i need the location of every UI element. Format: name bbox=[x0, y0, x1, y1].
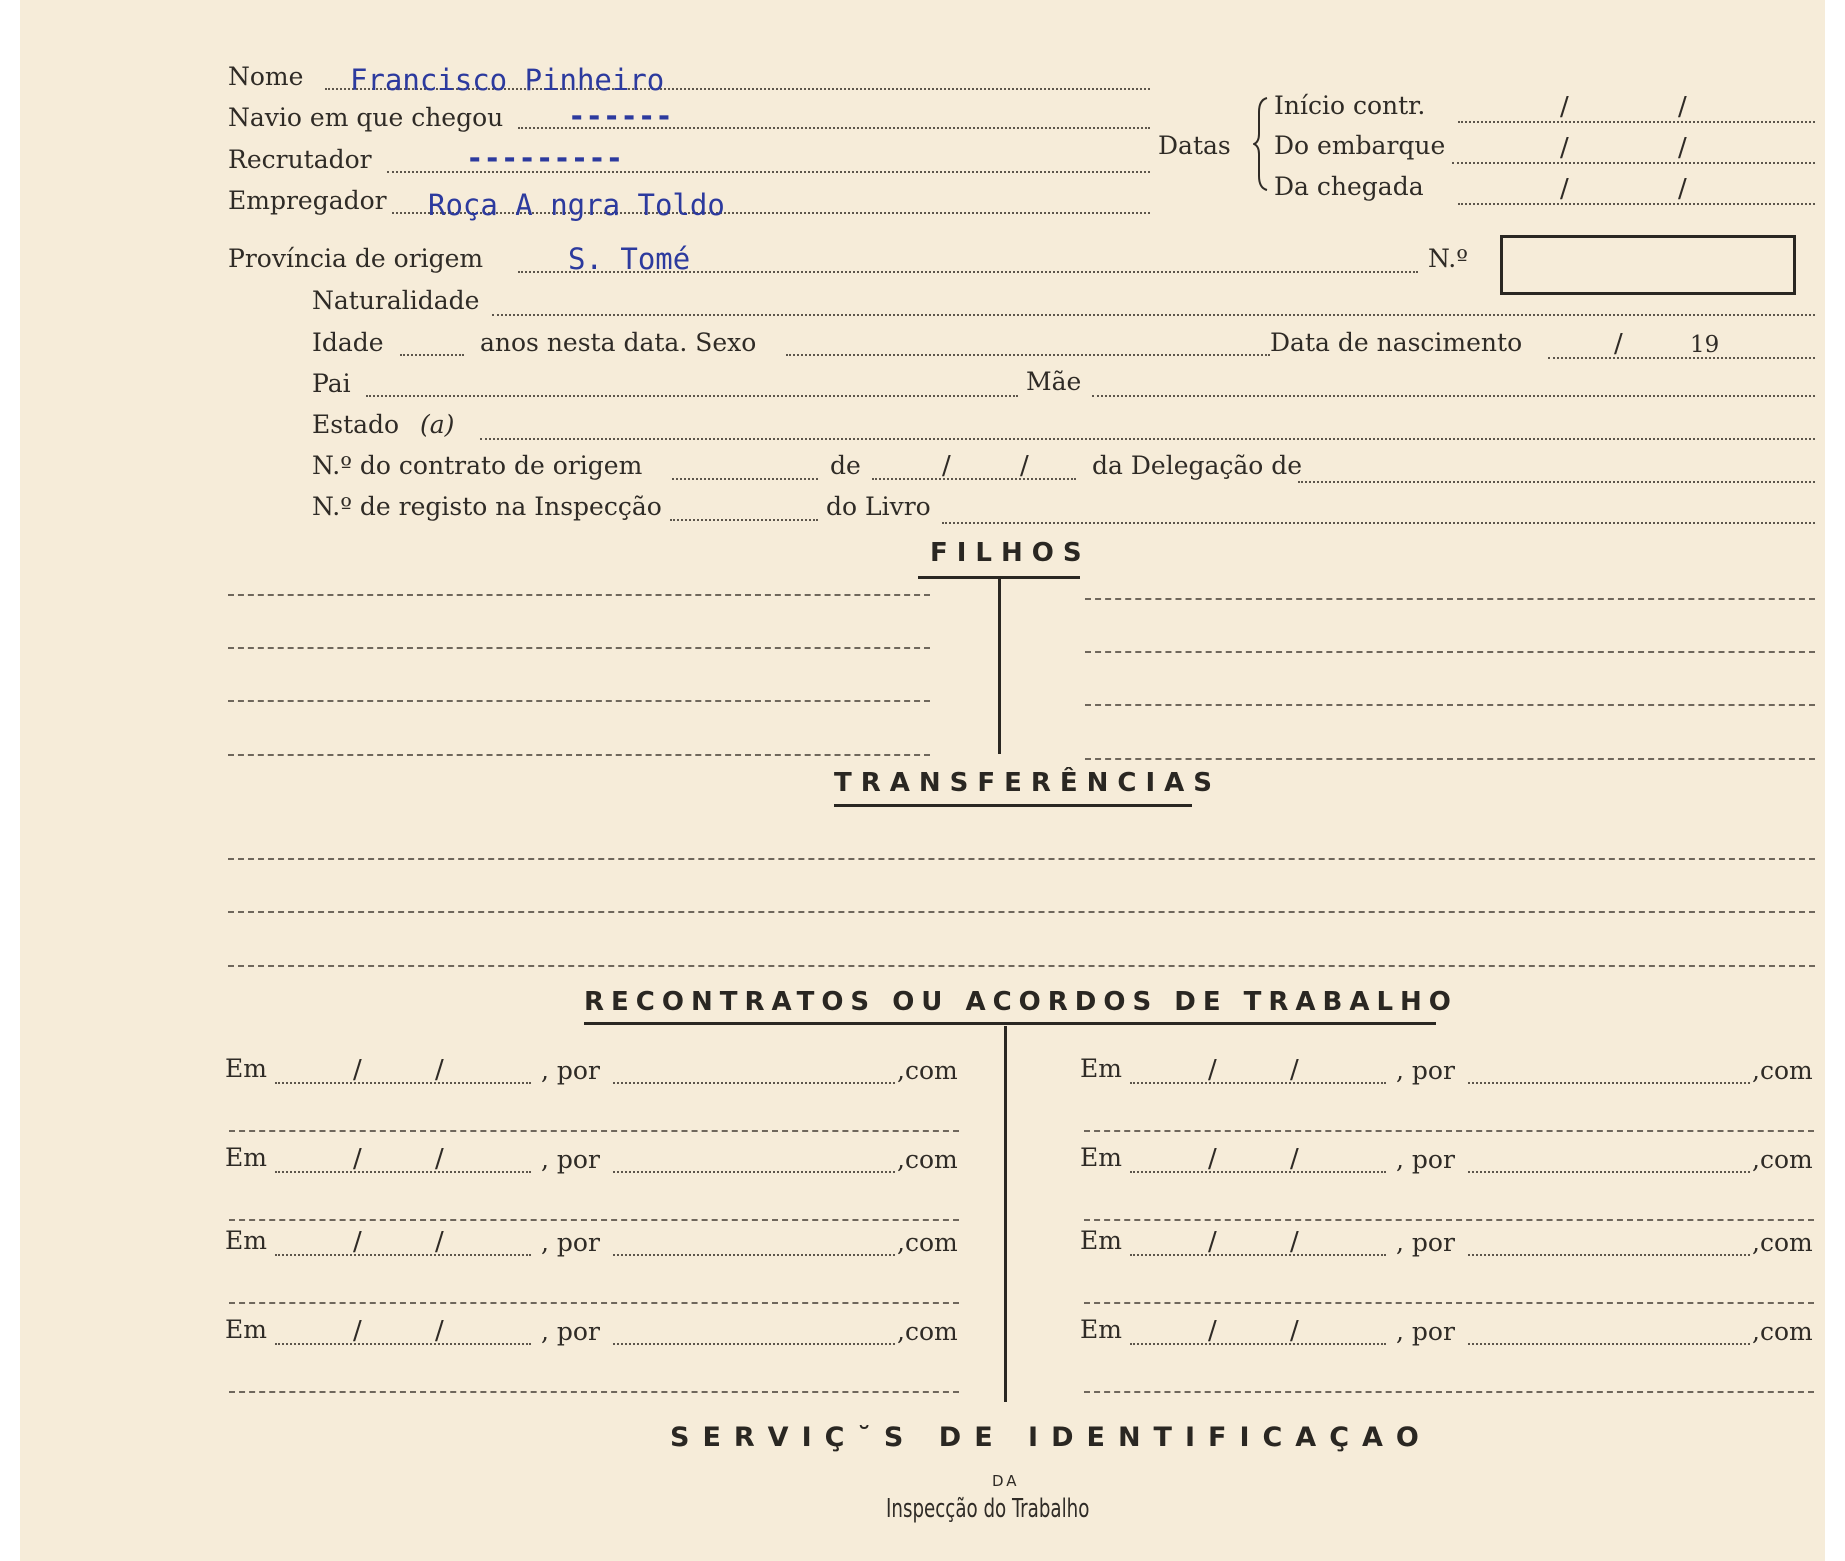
recontrato-date-line-right-4 bbox=[1130, 1343, 1386, 1345]
recrutador-label: Recrutador bbox=[228, 145, 372, 174]
recontrato-second-line-right-1 bbox=[1084, 1130, 1814, 1132]
recontrato-em-label-right-2: Em bbox=[1080, 1143, 1122, 1172]
recontrato-por-label-left-2: , por bbox=[541, 1145, 600, 1174]
registo-label: N.º de registo na Inspecção bbox=[312, 492, 662, 521]
idade-line bbox=[400, 354, 464, 356]
recontrato-por-line-left-1 bbox=[613, 1082, 895, 1084]
livro-line bbox=[942, 522, 1815, 524]
recontrato-com-label-left-4: ,com bbox=[897, 1317, 958, 1346]
navio-value: ------ bbox=[568, 99, 673, 133]
recontrato-slash-2-left-1: / bbox=[435, 1055, 444, 1085]
recontrato-por-line-right-4 bbox=[1468, 1343, 1750, 1345]
recontrato-por-label-right-2: , por bbox=[1396, 1145, 1455, 1174]
recontrato-em-label-left-1: Em bbox=[225, 1054, 267, 1083]
transferencias-line-2 bbox=[228, 911, 1815, 913]
filhos-right-line-2 bbox=[1085, 651, 1815, 653]
recontrato-second-line-left-4 bbox=[229, 1391, 959, 1393]
recontrato-slash-1-right-1: / bbox=[1208, 1055, 1217, 1085]
filhos-right-line-3 bbox=[1085, 704, 1815, 706]
anos-sexo-label: anos nesta data. Sexo bbox=[480, 328, 757, 357]
recrutador-value: --------- bbox=[466, 141, 624, 175]
delegacao-label: da Delegação de bbox=[1092, 451, 1303, 480]
pai-label: Pai bbox=[312, 369, 351, 398]
filhos-heading: FILHOS bbox=[930, 538, 1091, 568]
recontrato-second-line-left-2 bbox=[229, 1219, 959, 1221]
recontrato-slash-1-left-1: / bbox=[353, 1055, 362, 1085]
recontrato-por-label-left-4: , por bbox=[541, 1317, 600, 1346]
recontrato-por-line-right-3 bbox=[1468, 1254, 1750, 1256]
recontrato-second-line-right-3 bbox=[1084, 1302, 1814, 1304]
recontrato-slash-2-left-2: / bbox=[435, 1144, 444, 1174]
recontratos-heading: RECONTRATOS OU ACORDOS DE TRABALHO bbox=[584, 987, 1458, 1017]
datas-brace bbox=[1253, 96, 1271, 192]
recontrato-por-line-right-2 bbox=[1468, 1171, 1750, 1173]
contrato-date-line bbox=[872, 478, 1076, 480]
recontrato-slash-2-left-4: / bbox=[435, 1316, 444, 1346]
chegada-line bbox=[1458, 203, 1815, 205]
idade-label: Idade bbox=[312, 328, 384, 357]
recontrato-por-line-left-3 bbox=[613, 1254, 895, 1256]
transferencias-underline bbox=[834, 804, 1192, 807]
chegada-label: Da chegada bbox=[1274, 172, 1424, 201]
mae-label: Mãe bbox=[1026, 367, 1082, 396]
recontrato-por-label-left-1: , por bbox=[541, 1056, 600, 1085]
recontrato-por-line-right-1 bbox=[1468, 1082, 1750, 1084]
recontrato-date-line-right-2 bbox=[1130, 1171, 1386, 1173]
delegacao-line bbox=[1298, 481, 1815, 483]
recontrato-em-label-right-1: Em bbox=[1080, 1054, 1122, 1083]
filhos-right-line-1 bbox=[1085, 598, 1815, 600]
nascimento-year-prefix: 19 bbox=[1690, 332, 1720, 358]
recontrato-com-label-right-4: ,com bbox=[1752, 1317, 1813, 1346]
estado-label: Estado bbox=[312, 410, 400, 439]
estado-line bbox=[480, 438, 1815, 440]
livro-label: do Livro bbox=[826, 492, 931, 521]
footer-inspeccao: Inspecção do Trabalho bbox=[886, 1494, 1090, 1524]
embarque-label: Do embarque bbox=[1274, 131, 1446, 160]
recontrato-em-label-left-3: Em bbox=[225, 1226, 267, 1255]
recontrato-date-line-left-2 bbox=[275, 1171, 531, 1173]
contrato-slash-2: / bbox=[1020, 451, 1029, 481]
recontrato-com-label-left-1: ,com bbox=[897, 1056, 958, 1085]
recontrato-em-label-left-2: Em bbox=[225, 1143, 267, 1172]
chegada-slash-1: / bbox=[1560, 174, 1569, 204]
recontrato-slash-1-left-4: / bbox=[353, 1316, 362, 1346]
empregador-value: Roça A ngra Toldo bbox=[428, 188, 725, 222]
inicio-label: Início contr. bbox=[1274, 91, 1426, 120]
recontrato-por-label-right-3: , por bbox=[1396, 1228, 1455, 1257]
inicio-slash-2: / bbox=[1678, 92, 1687, 122]
nascimento-line bbox=[1548, 357, 1815, 359]
recontrato-date-line-right-1 bbox=[1130, 1082, 1386, 1084]
recontrato-second-line-right-4 bbox=[1084, 1391, 1814, 1393]
transferencias-line-3 bbox=[228, 965, 1815, 967]
recontrato-em-label-right-4: Em bbox=[1080, 1315, 1122, 1344]
recontrato-slash-2-right-4: / bbox=[1290, 1316, 1299, 1346]
nascimento-label: Data de nascimento bbox=[1270, 328, 1523, 357]
recontrato-second-line-right-2 bbox=[1084, 1219, 1814, 1221]
recontratos-underline bbox=[584, 1022, 1436, 1025]
provincia-value: S. Tomé bbox=[568, 242, 691, 276]
inicio-slash-1: / bbox=[1560, 92, 1569, 122]
footer-da: DA bbox=[992, 1472, 1020, 1490]
nome-label: Nome bbox=[228, 62, 304, 91]
registo-line bbox=[670, 519, 818, 521]
pai-line bbox=[366, 395, 1018, 397]
servicos-heading: SERVIÇ˘S DE IDENTIFICAÇAO bbox=[670, 1422, 1432, 1453]
de-label: de bbox=[830, 451, 861, 480]
recontratos-divider bbox=[1004, 1026, 1007, 1402]
recontrato-slash-2-left-3: / bbox=[435, 1227, 444, 1257]
mae-line bbox=[1092, 395, 1815, 397]
recontrato-slash-2-right-2: / bbox=[1290, 1144, 1299, 1174]
recontrato-date-line-left-3 bbox=[275, 1254, 531, 1256]
nome-value: Francisco Pinheiro bbox=[350, 63, 665, 97]
transferencias-line-1 bbox=[228, 858, 1815, 860]
recontrato-por-label-right-1: , por bbox=[1396, 1056, 1455, 1085]
record-card bbox=[20, 0, 1825, 1561]
nascimento-slash: / bbox=[1614, 329, 1623, 359]
embarque-line bbox=[1452, 162, 1815, 164]
recontrato-por-label-left-3: , por bbox=[541, 1228, 600, 1257]
recontrato-com-label-left-3: ,com bbox=[897, 1228, 958, 1257]
inicio-line bbox=[1458, 121, 1815, 123]
filhos-divider bbox=[998, 578, 1001, 754]
sexo-line bbox=[786, 354, 1270, 356]
estado-note: (a) bbox=[420, 410, 455, 439]
chegada-slash-2: / bbox=[1678, 174, 1687, 204]
recontrato-date-line-left-4 bbox=[275, 1343, 531, 1345]
datas-label: Datas bbox=[1158, 131, 1231, 160]
recontrato-por-line-left-4 bbox=[613, 1343, 895, 1345]
recontrato-slash-1-right-2: / bbox=[1208, 1144, 1217, 1174]
navio-label: Navio em que chegou bbox=[228, 103, 504, 132]
contrato-slash-1: / bbox=[942, 451, 951, 481]
recontrato-date-line-right-3 bbox=[1130, 1254, 1386, 1256]
filhos-left-line-2 bbox=[228, 647, 930, 649]
recontrato-com-label-right-3: ,com bbox=[1752, 1228, 1813, 1257]
recontrato-em-label-right-3: Em bbox=[1080, 1226, 1122, 1255]
naturalidade-line bbox=[492, 314, 1815, 316]
filhos-left-line-3 bbox=[228, 700, 930, 702]
recontrato-com-label-right-2: ,com bbox=[1752, 1145, 1813, 1174]
numero-box bbox=[1500, 235, 1796, 295]
recontrato-em-label-left-4: Em bbox=[225, 1315, 267, 1344]
provincia-label: Província de origem bbox=[228, 244, 484, 273]
recontrato-slash-1-left-3: / bbox=[353, 1227, 362, 1257]
recontrato-slash-1-right-3: / bbox=[1208, 1227, 1217, 1257]
recontrato-com-label-right-1: ,com bbox=[1752, 1056, 1813, 1085]
transferencias-heading: TRANSFERÊNCIAS bbox=[834, 768, 1222, 798]
contrato-line bbox=[672, 478, 818, 480]
recontrato-date-line-left-1 bbox=[275, 1082, 531, 1084]
embarque-slash-2: / bbox=[1678, 133, 1687, 163]
recontrato-por-label-right-4: , por bbox=[1396, 1317, 1455, 1346]
contrato-label: N.º do contrato de origem bbox=[312, 451, 643, 480]
filhos-left-line-4 bbox=[228, 754, 930, 756]
embarque-slash-1: / bbox=[1560, 133, 1569, 163]
recontrato-slash-1-left-2: / bbox=[353, 1144, 362, 1174]
naturalidade-label: Naturalidade bbox=[312, 286, 480, 315]
recontrato-com-label-left-2: ,com bbox=[897, 1145, 958, 1174]
empregador-label: Empregador bbox=[228, 186, 387, 215]
recontrato-slash-2-right-3: / bbox=[1290, 1227, 1299, 1257]
recontrato-slash-2-right-1: / bbox=[1290, 1055, 1299, 1085]
numero-label: N.º bbox=[1428, 244, 1468, 273]
recontrato-por-line-left-2 bbox=[613, 1171, 895, 1173]
filhos-left-line-1 bbox=[228, 594, 930, 596]
filhos-right-line-4 bbox=[1085, 758, 1815, 760]
recontrato-slash-1-right-4: / bbox=[1208, 1316, 1217, 1346]
recontrato-second-line-left-1 bbox=[229, 1130, 959, 1132]
recontrato-second-line-left-3 bbox=[229, 1302, 959, 1304]
